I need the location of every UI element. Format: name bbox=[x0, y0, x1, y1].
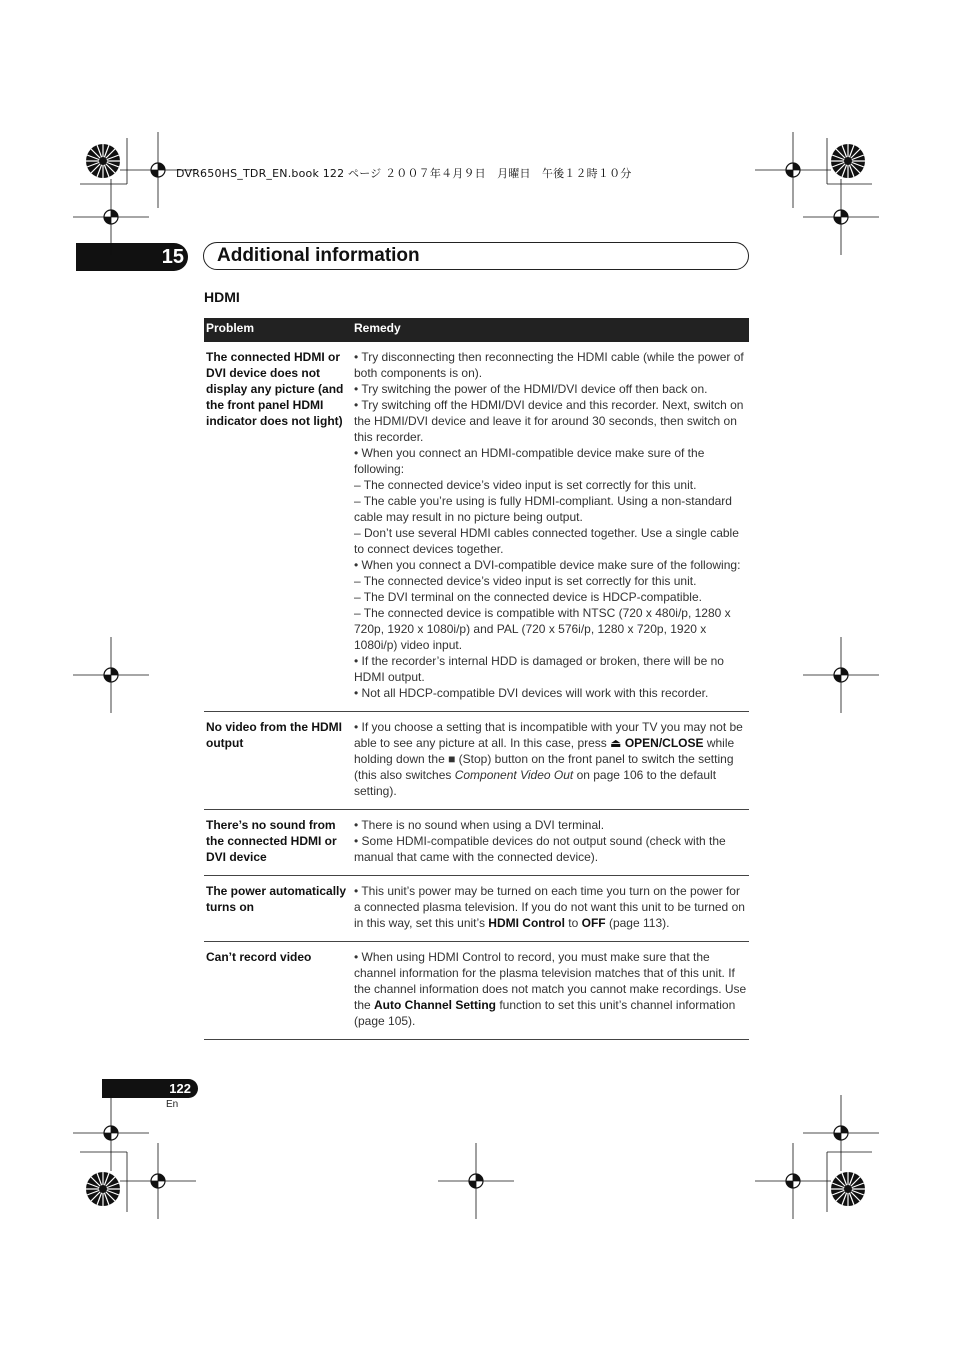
chapter-number: 15 bbox=[161, 245, 184, 268]
remedy-line: – Don’t use several HDMI cables connected together. Use a single cable to connect devices together. bbox=[354, 526, 739, 556]
print-header: DVR650HS_TDR_EN.book 122 ページ ２００７年４月９日 月曜日 午後１２時１０分 bbox=[176, 167, 632, 180]
registration-crosshair-icon bbox=[755, 1143, 831, 1219]
registration-crosshair-icon bbox=[803, 179, 879, 255]
registration-crosshair-icon bbox=[755, 132, 831, 208]
crop-marks bbox=[80, 138, 872, 1212]
setting-name: HDMI Control bbox=[488, 916, 565, 930]
remedy-line: • Try switching the power of the HDMI/DVI device off then back on. bbox=[354, 382, 708, 396]
registration-crosshair-icon bbox=[438, 1143, 514, 1219]
starburst-icon bbox=[86, 144, 120, 178]
remedy-text: (page 113). bbox=[605, 916, 670, 930]
remedy-line: – The connected device is compatible with NTSC (720 x 480i/p, 1280 x 720p, 1920 x 1080i/p) and PAL (720 x 576i/p, 1280 x 720p, 1920 x 1080i/p) video input. bbox=[354, 606, 731, 652]
registration-crosshair-icon bbox=[73, 179, 149, 255]
remedy-text: • If you choose a setting that is incompatible with your TV you may not be able to see any picture at all. In this case, press bbox=[354, 720, 743, 750]
starburst-icon bbox=[831, 1172, 865, 1206]
column-header-remedy: Remedy bbox=[352, 318, 749, 342]
starburst-icon bbox=[86, 1172, 120, 1206]
chapter-title: Additional information bbox=[217, 245, 420, 266]
column-header-problem: Problem bbox=[204, 318, 352, 342]
problem-cell: The power automatically turns on bbox=[204, 876, 352, 942]
remedy-line: • When you connect an HDMI-compatible device make sure of the following: bbox=[354, 446, 705, 476]
remedy-line: • Some HDMI-compatible devices do not output sound (check with the manual that came with the connected device). bbox=[354, 834, 726, 864]
problem-cell: The connected HDMI or DVI device does not display any picture (and the front panel HDMI indicator does not light) bbox=[204, 342, 352, 712]
remedy-line: – The connected device’s video input is set correctly for this unit. bbox=[354, 478, 697, 492]
registration-crosshair-icon bbox=[803, 1095, 879, 1171]
setting-name: Auto Channel Setting bbox=[374, 998, 497, 1012]
remedy-text: • When using HDMI Control to record, you must make sure that the channel information for the plasma television matches that of this unit. If the channel information does not match you cannot make recordings. Use the bbox=[354, 950, 747, 1012]
registration-crosshair-icon bbox=[803, 637, 879, 713]
page-number: 122 bbox=[169, 1081, 191, 1096]
registration-crosshair-icon bbox=[120, 1143, 196, 1219]
registration-crosshair-icon bbox=[73, 1095, 149, 1171]
setting-name: Component Video Out bbox=[454, 768, 574, 782]
remedy-line: • Not all HDCP-compatible DVI devices will work with this recorder. bbox=[354, 686, 709, 700]
remedy-text: while holding down the ■ (Stop) button on the front panel to switch the setting (this also switches bbox=[354, 736, 735, 782]
registration-crosshair-icon bbox=[120, 132, 196, 208]
open-close-button-ref: ⏏ OPEN/CLOSE bbox=[610, 736, 704, 750]
remedy-text: to bbox=[564, 916, 582, 930]
remedy-line: – The DVI terminal on the connected device is HDCP-compatible. bbox=[354, 590, 702, 604]
problem-cell: Can’t record video bbox=[204, 942, 352, 1040]
problem-cell: There’s no sound from the connected HDMI or DVI device bbox=[204, 810, 352, 876]
starburst-icon bbox=[831, 144, 865, 178]
language-label: En bbox=[166, 1099, 179, 1110]
setting-value: OFF bbox=[581, 916, 606, 930]
registration-crosshair-icon bbox=[73, 637, 149, 713]
remedy-line: – The cable you’re using is fully HDMI-compliant. Using a non-standard cable may result in no picture being output. bbox=[354, 494, 732, 524]
remedy-line: • If the recorder’s internal HDD is damaged or broken, there will be no HDMI output. bbox=[354, 654, 724, 684]
remedy-text: on page 106 to the default setting). bbox=[354, 768, 717, 798]
remedy-line: – The connected device’s video input is set correctly for this unit. bbox=[354, 574, 697, 588]
remedy-text: • This unit’s power may be turned on each time you turn on the power for a connected plasma television. If you do not want this unit to be turned on in this way, set this unit’s bbox=[354, 884, 745, 930]
remedy-line: • Try switching off the HDMI/DVI device and this recorder. Next, switch on the HDMI/DVI device and leave it for around 30 seconds, then switch on this recorder. bbox=[354, 398, 744, 444]
remedy-line: • Try disconnecting then reconnecting the HDMI cable (while the power of both components is on). bbox=[354, 350, 744, 380]
remedy-line: • There is no sound when using a DVI terminal. bbox=[354, 818, 605, 832]
section-title: HDMI bbox=[204, 289, 240, 305]
problem-cell: No video from the HDMI output bbox=[204, 712, 352, 810]
remedy-line: • When you connect a DVI-compatible device make sure of the following: bbox=[354, 558, 741, 572]
remedy-text: function to set this unit’s channel information (page 105). bbox=[354, 998, 736, 1028]
